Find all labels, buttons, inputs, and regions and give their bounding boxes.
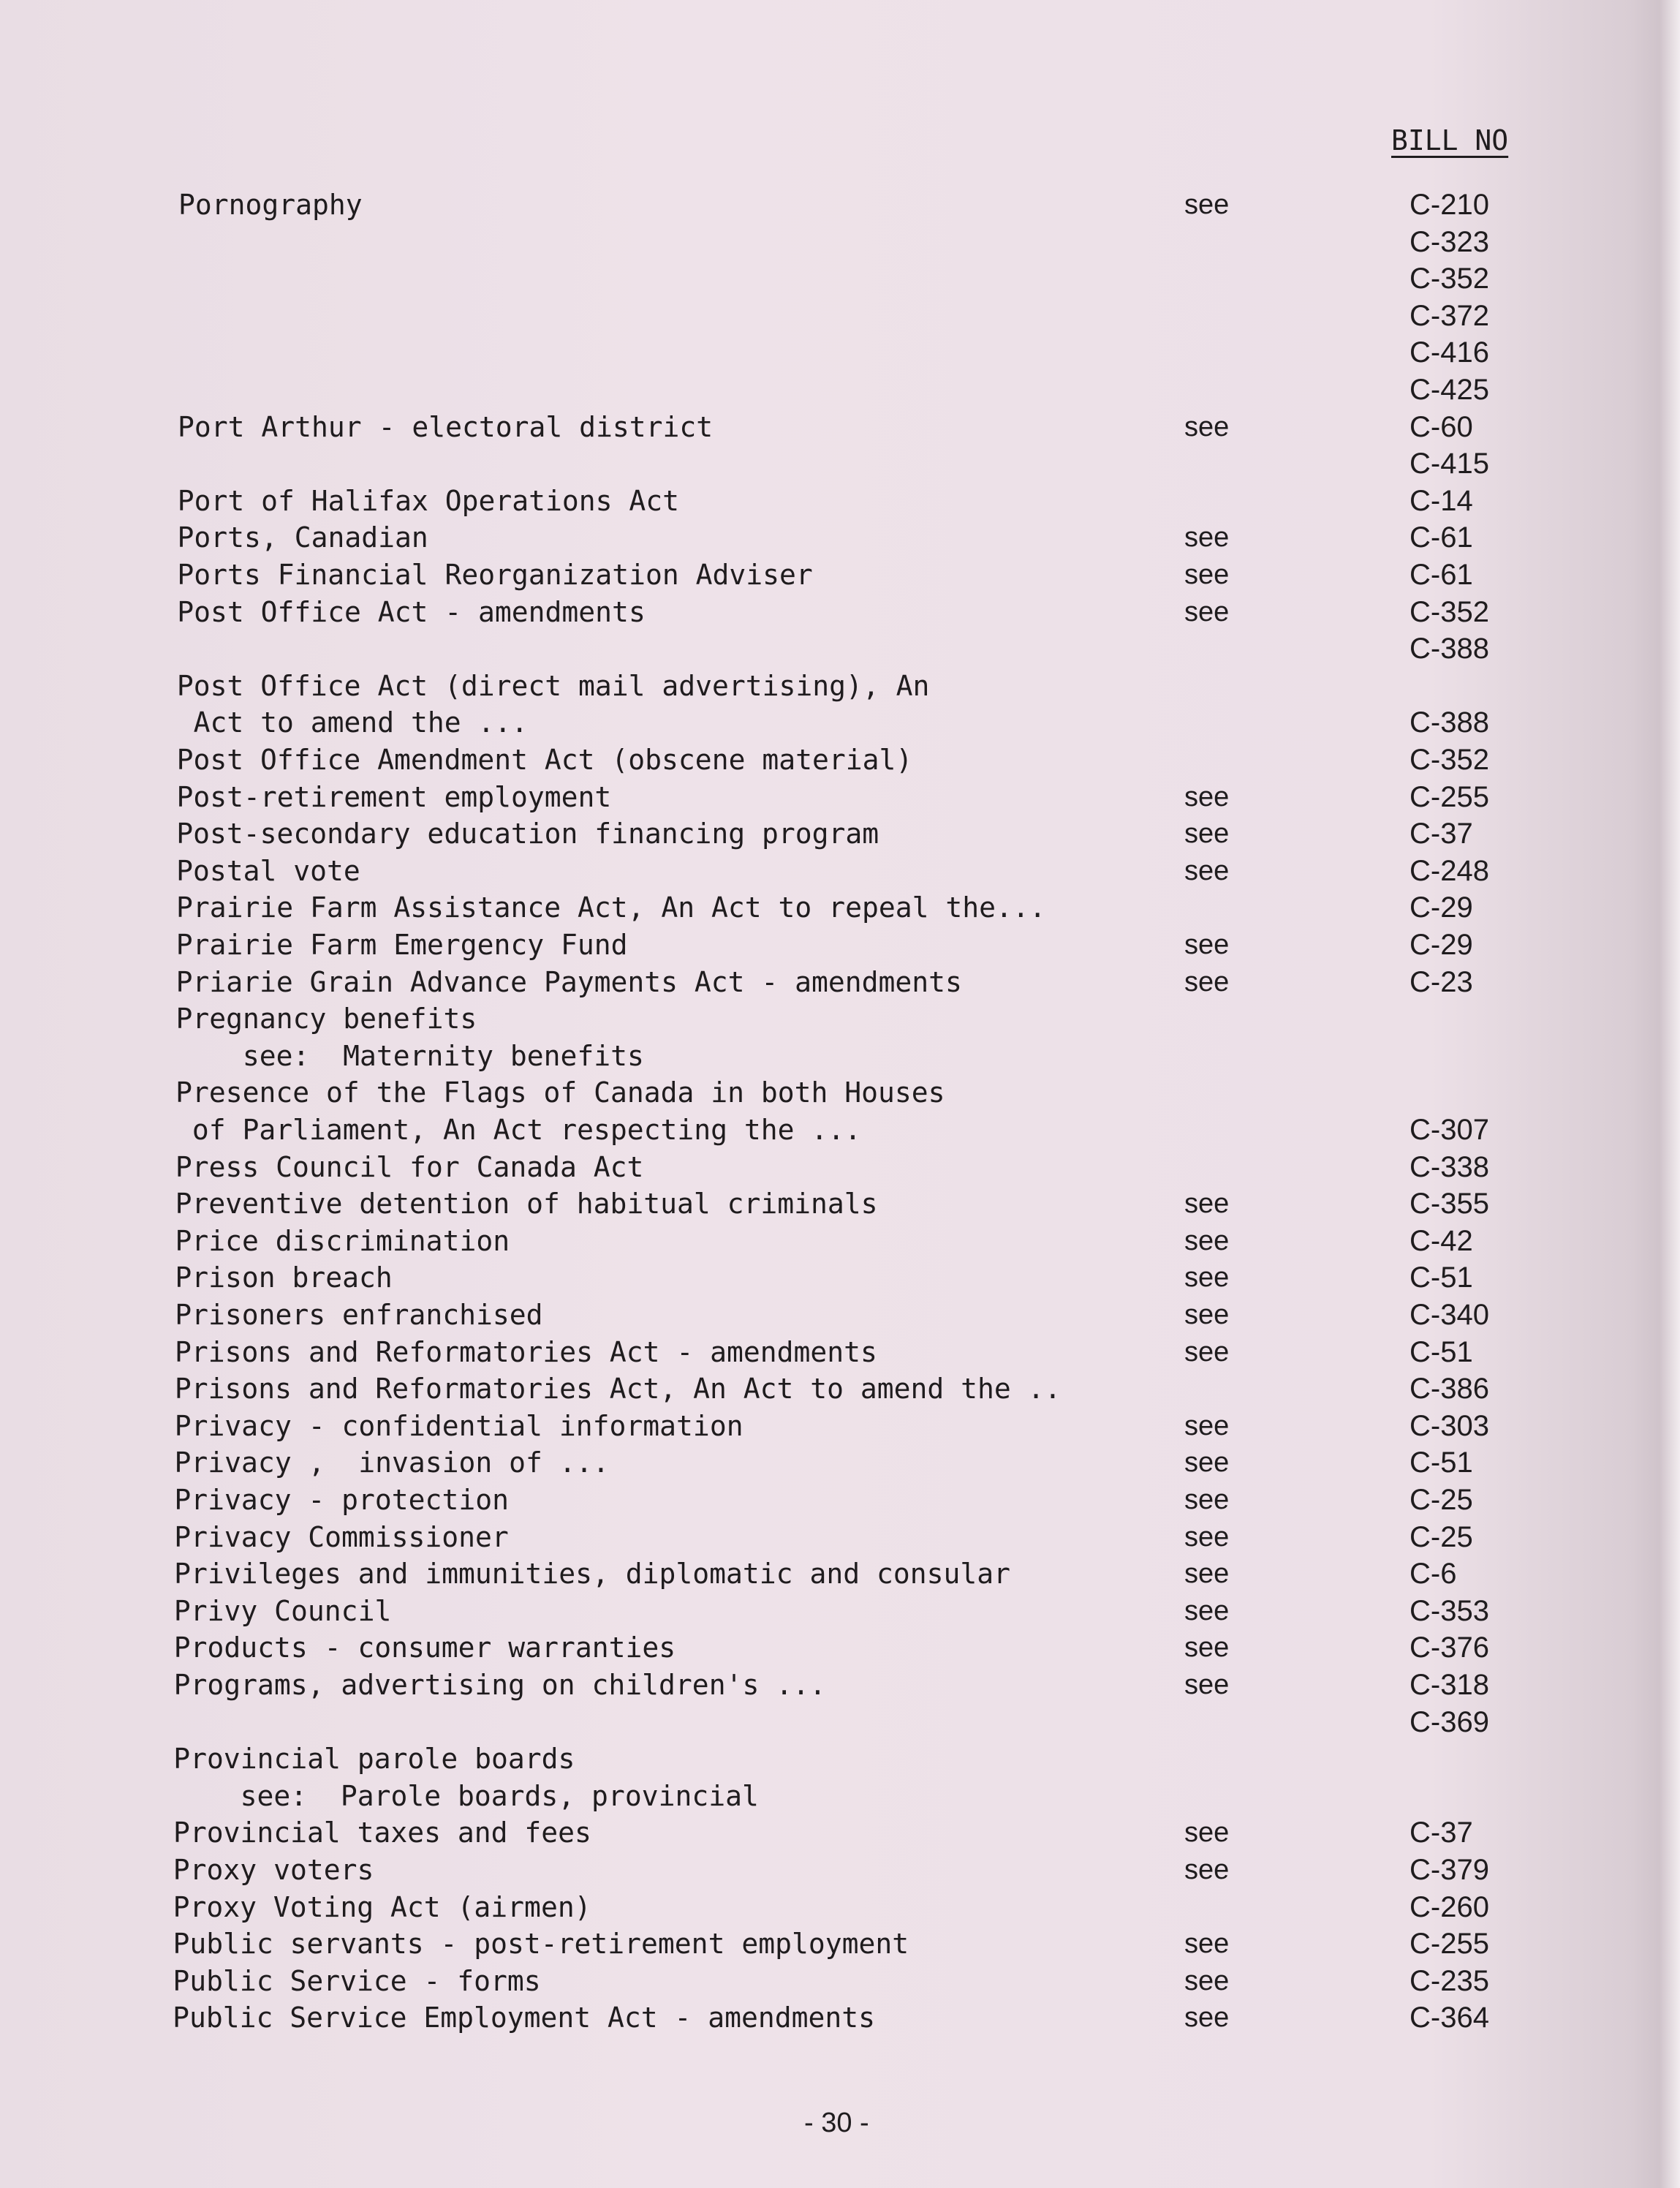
index-entry: [0, 1963, 1680, 1999]
entry-term: Presence of the Flags of Canada in both Houses: [175, 1076, 945, 1109]
entry-bill-number: C-369: [1410, 1705, 1489, 1738]
index-entry: [0, 483, 1680, 519]
entry-see: see: [1184, 1855, 1230, 1885]
entry-bill-number: C-260: [1410, 1890, 1489, 1923]
entry-bill-number: C-255: [1410, 780, 1489, 813]
entry-term: Ports, Canadian: [177, 521, 428, 554]
entry-see: see: [1184, 189, 1230, 220]
entry-bill-number: C-307: [1410, 1114, 1489, 1146]
index-entry: [0, 1519, 1680, 1555]
entry-term: Proxy Voting Act (airmen): [173, 1890, 591, 1923]
entry-bill-number: C-248: [1410, 854, 1489, 887]
index-entry: [0, 630, 1680, 667]
entry-see: see: [1184, 1485, 1230, 1515]
index-entry: [0, 1000, 1680, 1037]
index-entry: [0, 1408, 1680, 1444]
entry-bill-number: C-323: [1410, 225, 1489, 258]
entry-bill-number: C-14: [1410, 484, 1473, 517]
entry-term: Privy Council: [173, 1594, 392, 1627]
entry-term: Proxy voters: [173, 1854, 374, 1886]
entry-term: Post Office Amendment Act (obscene material): [176, 744, 913, 776]
index-entry: [0, 1704, 1680, 1740]
index-entry: [0, 1555, 1680, 1592]
index-entry: [0, 927, 1680, 963]
index-entry: [0, 1038, 1680, 1074]
index-entry: [0, 1259, 1680, 1296]
entry-term: Port Arthur - electoral district: [178, 410, 714, 443]
entry-term: Provincial taxes and fees: [173, 1817, 591, 1849]
page-number: - 30 -: [804, 2108, 869, 2138]
index-entry: [0, 1593, 1680, 1629]
entry-bill-number: C-23: [1410, 965, 1473, 998]
entry-see: see: [1184, 2002, 1230, 2034]
entry-term: Act to amend the ...: [176, 706, 529, 739]
entry-bill-number: C-235: [1410, 1964, 1489, 1997]
entry-term: Port of Halifax Operations Act: [177, 484, 680, 517]
entry-bill-number: C-388: [1410, 633, 1489, 665]
entry-term: Public servants - post-retirement employment: [173, 1928, 909, 1961]
entry-term: of Parliament, An Act respecting the ...: [175, 1114, 861, 1146]
entry-term: Prairie Farm Assistance Act, An Act to repeal the...: [175, 891, 1046, 924]
entry-term: Public Service - forms: [173, 1964, 541, 1997]
entry-bill-number: C-415: [1410, 448, 1489, 480]
index-entry: [0, 334, 1680, 371]
entry-see: see: [1184, 781, 1230, 812]
index-entry: [0, 519, 1680, 556]
entry-bill-number: C-61: [1410, 559, 1473, 591]
entry-bill-number: C-42: [1410, 1224, 1473, 1257]
entry-see: see: [1184, 1336, 1230, 1368]
index-entry: [0, 594, 1680, 630]
entry-bill-number: C-37: [1410, 1817, 1473, 1849]
entry-see: see: [1184, 1595, 1230, 1626]
entry-term: Prisoners enfranchised: [175, 1299, 543, 1331]
entry-term: see: Maternity benefits: [175, 1039, 644, 1072]
index-entry: [0, 1334, 1680, 1370]
entry-see: see: [1184, 559, 1230, 590]
entry-see: see: [1184, 1447, 1230, 1479]
entry-bill-number: C-51: [1410, 1335, 1473, 1368]
entry-term: Prison breach: [175, 1261, 393, 1294]
index-entry: [0, 668, 1680, 704]
index-entry: [0, 742, 1680, 778]
index-entry: [0, 853, 1680, 889]
entry-term: Post-retirement employment: [176, 780, 612, 813]
index-entry: [0, 1482, 1680, 1518]
entry-term: see: Parole boards, provincial: [173, 1779, 759, 1812]
entry-bill-number: C-352: [1410, 595, 1489, 628]
entry-bill-number: C-376: [1410, 1631, 1489, 1664]
index-entry: [0, 298, 1680, 334]
entry-see: see: [1184, 1558, 1230, 1590]
entry-see: see: [1184, 1632, 1230, 1664]
index-entry: [0, 1852, 1680, 1888]
entry-see: see: [1184, 1410, 1230, 1441]
entry-bill-number: C-318: [1410, 1669, 1489, 1701]
entry-see: see: [1184, 1225, 1230, 1256]
entry-bill-number: C-60: [1410, 410, 1473, 443]
index-entry: [0, 1999, 1680, 2036]
entry-see: see: [1184, 1262, 1230, 1294]
entry-bill-number: C-364: [1410, 2002, 1489, 2034]
entry-bill-number: C-388: [1410, 706, 1489, 739]
entry-see: see: [1184, 855, 1230, 886]
entry-term: Priarie Grain Advance Payments Act - amendments: [175, 965, 962, 998]
index-entry: [0, 224, 1680, 260]
entry-see: see: [1184, 596, 1230, 627]
index-entry: [0, 815, 1680, 852]
entry-term: Products - consumer warranties: [173, 1631, 676, 1664]
entry-term: Preventive detention of habitual criminals: [175, 1188, 878, 1221]
entry-bill-number: C-425: [1410, 374, 1489, 406]
index-entry: [0, 964, 1680, 1000]
entry-bill-number: C-29: [1410, 929, 1473, 961]
entry-term: Ports Financial Reorganization Adviser: [177, 559, 813, 591]
index-entry: [0, 371, 1680, 408]
index-entry: [0, 704, 1680, 741]
entry-see: see: [1184, 1299, 1230, 1330]
entry-bill-number: C-353: [1410, 1594, 1489, 1627]
entry-bill-number: C-303: [1410, 1409, 1489, 1442]
entry-bill-number: C-51: [1410, 1261, 1473, 1294]
index-entry: [0, 1444, 1680, 1481]
index-entry: [0, 1740, 1680, 1777]
entry-bill-number: C-29: [1410, 891, 1473, 924]
entry-see: see: [1184, 1670, 1230, 1700]
index-entry: [0, 409, 1680, 445]
entry-term: Public Service Employment Act - amendments: [173, 2002, 876, 2034]
index-entry: [0, 1889, 1680, 1925]
entry-see: see: [1184, 1188, 1230, 1220]
entry-see: see: [1184, 522, 1230, 554]
entry-term: Post Office Act - amendments: [177, 595, 646, 628]
entry-term: Pregnancy benefits: [175, 1003, 477, 1035]
index-entry: [0, 889, 1680, 926]
entry-bill-number: C-255: [1410, 1928, 1489, 1961]
entry-term: Post-secondary education financing program: [176, 818, 879, 850]
entry-bill-number: C-352: [1410, 744, 1489, 776]
entry-bill-number: C-210: [1410, 189, 1489, 221]
entry-bill-number: C-379: [1410, 1854, 1489, 1886]
entry-bill-number: C-386: [1410, 1373, 1489, 1406]
index-entry: [0, 557, 1680, 593]
entry-see: see: [1184, 818, 1230, 850]
entry-term: Prisons and Reformatories Act, An Act to amend the ..: [174, 1373, 1062, 1406]
entry-see: see: [1184, 929, 1230, 960]
entry-term: Provincial parole boards: [173, 1743, 575, 1776]
entry-term: Privacy - protection: [174, 1484, 509, 1516]
index-entry: [0, 1629, 1680, 1666]
entry-term: Privacy , invasion of ...: [174, 1446, 610, 1479]
index-entry: [0, 1223, 1680, 1259]
entry-bill-number: C-340: [1410, 1299, 1489, 1331]
entry-see: see: [1184, 1928, 1230, 1960]
index-entry: [0, 1297, 1680, 1333]
entry-term: Privacy Commissioner: [174, 1520, 509, 1553]
entry-term: Press Council for Canada Act: [175, 1150, 644, 1183]
entry-see: see: [1184, 1817, 1230, 1849]
entry-bill-number: C-355: [1410, 1188, 1489, 1221]
entry-term: Post Office Act (direct mail advertising), An: [176, 669, 930, 702]
index-entry: [0, 1149, 1680, 1185]
entry-see: see: [1184, 966, 1230, 997]
entry-bill-number: C-416: [1410, 336, 1489, 369]
entry-term: Pornography: [178, 189, 363, 221]
entry-term: Price discrimination: [175, 1224, 510, 1257]
index-entry: [0, 1814, 1680, 1851]
entry-bill-number: C-25: [1410, 1484, 1473, 1516]
index-entry: [0, 1370, 1680, 1407]
entry-see: see: [1184, 411, 1230, 442]
entry-see: see: [1184, 1521, 1230, 1553]
entry-bill-number: C-6: [1410, 1558, 1457, 1591]
index-entry: [0, 1185, 1680, 1222]
index-entry: [0, 1112, 1680, 1148]
index-entry: [0, 445, 1680, 482]
entry-term: Privacy - confidential information: [174, 1409, 743, 1442]
index-entry: [0, 186, 1680, 223]
entry-bill-number: C-51: [1410, 1446, 1473, 1479]
entry-term: Postal vote: [176, 854, 360, 887]
entry-term: Programs, advertising on children's ...: [173, 1669, 826, 1701]
entry-term: Prairie Farm Emergency Fund: [175, 929, 628, 961]
index-entry: [0, 779, 1680, 815]
index-entry: [0, 1925, 1680, 1962]
entry-bill-number: C-372: [1410, 299, 1489, 332]
index-entry: [0, 1667, 1680, 1703]
entry-term: Prisons and Reformatories Act - amendments: [175, 1335, 877, 1368]
entry-bill-number: C-352: [1410, 263, 1489, 295]
entry-bill-number: C-25: [1410, 1520, 1473, 1553]
entry-bill-number: C-37: [1410, 818, 1473, 850]
entry-bill-number: C-338: [1410, 1150, 1489, 1183]
index-entry: [0, 1074, 1680, 1111]
bill-no-header: BILL NO: [1391, 124, 1509, 156]
entry-term: Privileges and immunities, diplomatic and consular: [174, 1558, 1010, 1591]
index-entry: [0, 260, 1680, 297]
entry-bill-number: C-61: [1410, 521, 1473, 554]
entry-see: see: [1184, 1965, 1230, 1996]
index-entry: [0, 1778, 1680, 1814]
